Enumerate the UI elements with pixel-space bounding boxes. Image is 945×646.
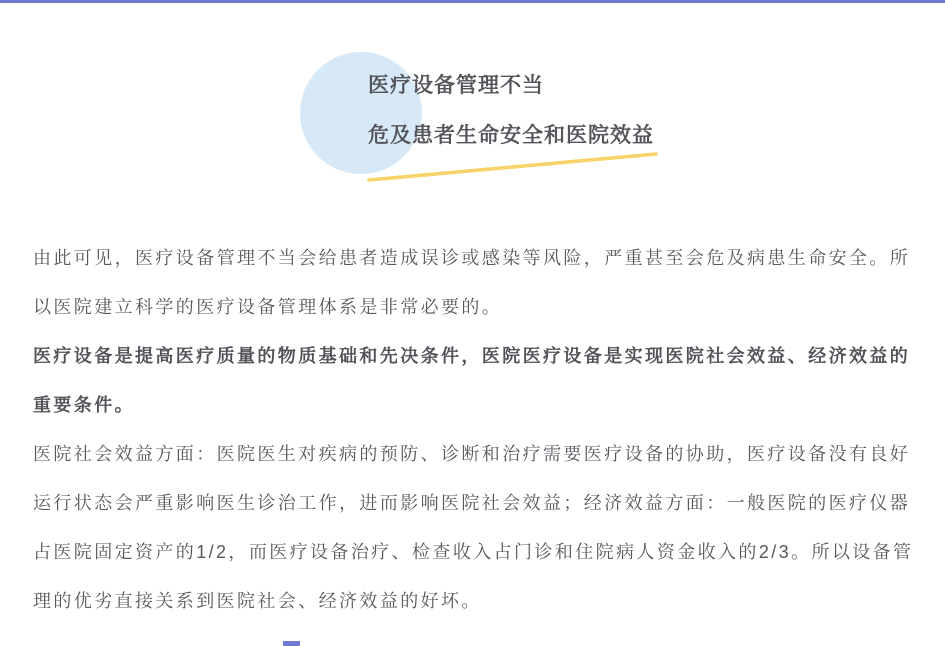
- page-title-line-1: 医疗设备管理不当: [368, 74, 544, 97]
- paragraph-line: 医疗设备是提高医疗质量的物质基础和先决条件，医院医疗设备是实现医院社会效益、经济效益的: [33, 346, 911, 366]
- paragraph: [33, 234, 923, 332]
- bottom-accent-mark: [283, 641, 300, 646]
- top-accent-bar: [0, 0, 945, 3]
- paragraph: [33, 430, 923, 626]
- paragraph-line: 运行状态会严重影响医生诊治工作，进而影响医院社会效益；经济效益方面：一般医院的医疗仪器: [33, 493, 911, 513]
- page-title-line-2: 危及患者生命安全和医院效益: [368, 124, 654, 147]
- paragraph-line: 以医院建立科学的医疗设备管理体系是非常必要的。: [33, 297, 503, 317]
- paragraph-line: 占医院固定资产的1/2，而医疗设备治疗、检查收入占门诊和住院病人资金收入的2/3。所以设备管: [33, 542, 914, 562]
- page-title: [368, 72, 654, 172]
- paragraph-line: 由此可见，医疗设备管理不当会给患者造成误诊或感染等风险，严重甚至会危及病患生命安全。所: [33, 248, 911, 268]
- paragraph-emphasis: [33, 332, 923, 430]
- paragraph-line: 医院社会效益方面：医院医生对疾病的预防、诊断和治疗需要医疗设备的协助，医疗设备没有良好: [33, 444, 911, 464]
- paragraph-line: 重要条件。: [33, 395, 135, 415]
- paragraph-line: 理的优劣直接关系到医院社会、经济效益的好坏。: [33, 591, 482, 611]
- article-body: [33, 234, 923, 626]
